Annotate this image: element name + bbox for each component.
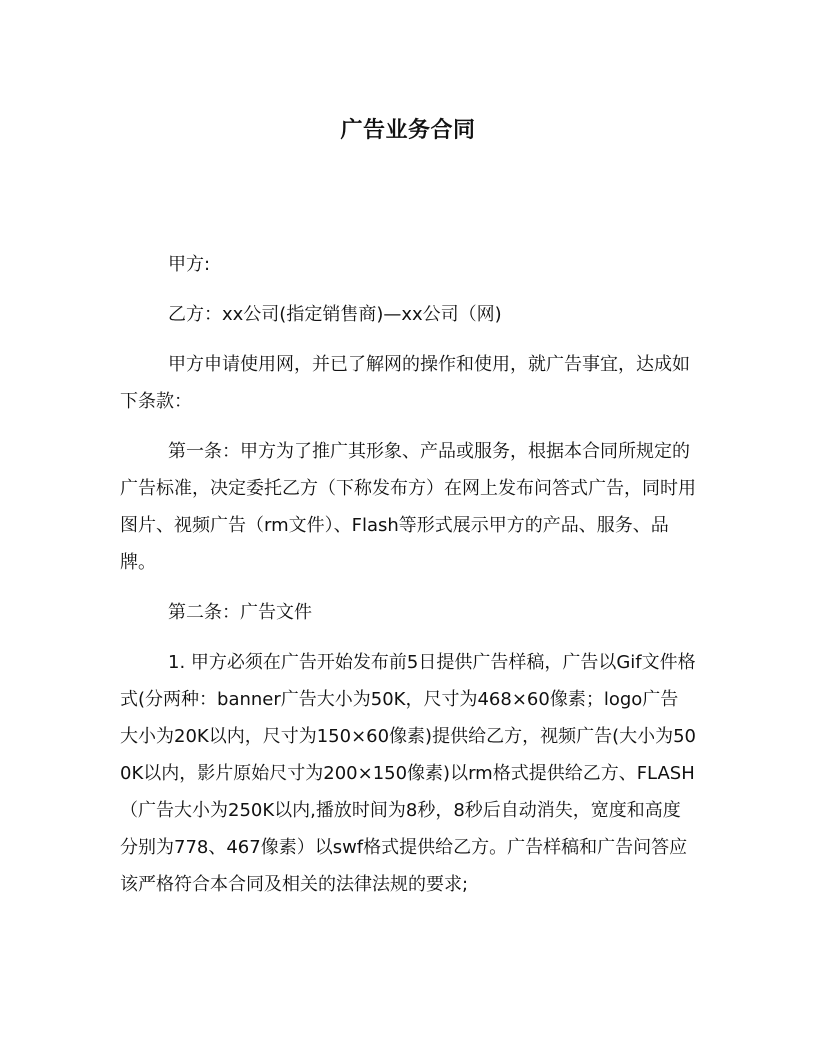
party-a-line: 甲方: bbox=[168, 254, 211, 275]
party-b-line: 乙方：xx公司(指定销售商)—xx公司（网) bbox=[168, 304, 502, 325]
article-1-paragraph: 第一条：甲方为了推广其形象、产品或服务，根据本合同所规定的广告标准，决定委托乙方（下称发布方）在网上发布问答式广告，同时用图片、视频广告（rm文件）、Flash等形式展示甲方的产品、服务、品牌。 bbox=[120, 441, 696, 573]
document-title: 广告业务合同 bbox=[340, 118, 476, 143]
article-2-heading: 第二条：广告文件 bbox=[168, 602, 312, 623]
intro-paragraph: 甲方申请使用网，并已了解网的操作和使用，就广告事宜，达成如下条款： bbox=[120, 354, 690, 412]
article-2-item-1: 1. 甲方必须在广告开始发布前5日提供广告样稿，广告以Gif文件格式(分两种：banner广告大小为50K，尺寸为468×60像素；logo广告大小为20K以内，尺寸为150×60像素)提供给乙方，视频广告(大小为500K以内，影片原始尺寸为200×150像素)以rm格式提供给乙方、FLASH（广告大小为250K以内,播放时间为8秒，8秒后自动消失，宽度和高度分别为778、467像素）以swf格式提供给乙方。广告样稿和广告问答应该严格符合本合同及相关的法律法规的要求; bbox=[120, 652, 696, 895]
document-body bbox=[120, 246, 696, 916]
